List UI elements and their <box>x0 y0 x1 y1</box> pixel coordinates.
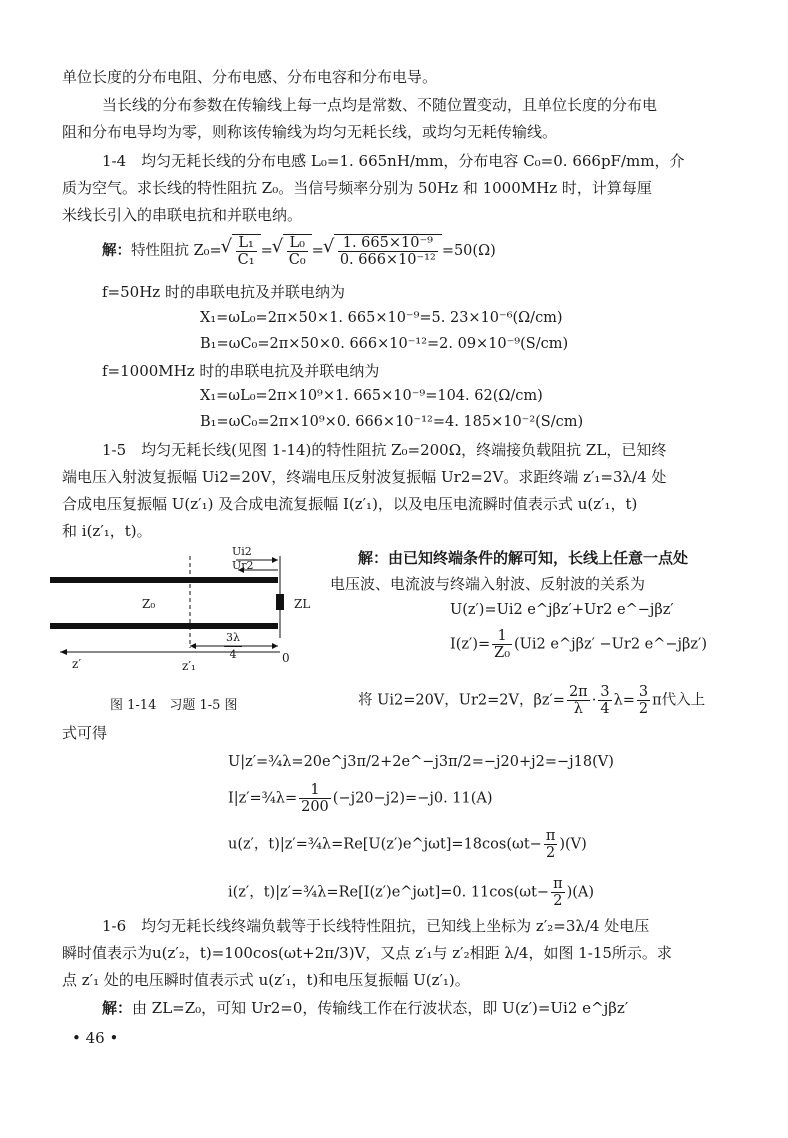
frac-num: √ 1. 665×10⁻⁹ <box>338 235 438 252</box>
label-z1: z′₁ <box>182 659 196 673</box>
label-reflected: Ur2 <box>232 559 254 572</box>
text-line: 点 z′₁ 处的电压瞬时值表示式 u(z′₁，t)和电压复振幅 U(z′₁)。 <box>62 971 470 989</box>
frac-den: C₁ <box>237 252 255 268</box>
dimension-arrow-right <box>272 643 278 649</box>
dimension-arrow-left <box>190 643 196 649</box>
impedance-equation: 解：特性阻抗 Z₀= √ $\frac{\text{L₁}}{\text{C₁}}$ = √ $\frac{\text{L₀}}{\text{C₀}}$ = √ $\frac{\text{1. 665×10⁻⁹}}{\text{0. 666×10⁻¹²}}$ =50(Ω) <box>102 234 496 268</box>
solution-label: 解： <box>102 999 133 1017</box>
problem-1-4: 1-4 均匀无耗长线的分布电感 L₀=1. 665nH/mm，分布电容 C₀=0. 666pF/mm，介 <box>102 152 685 170</box>
equation-result: =50(Ω) <box>441 243 496 259</box>
label-z: z′ <box>72 657 82 671</box>
equation-U: U(z′)=Ui2 e^jβz′+Ur2 e^−jβz′ <box>450 602 674 618</box>
text-line: 合成电压复振幅 U(z′₁) 及合成电流复振幅 I(z′₁)，以及电压电流瞬时值表示式 u(z′₁，t) <box>62 495 638 513</box>
equation: B₁=ωC₀=2π×10⁹×0. 666×10⁻¹²=4. 185×10⁻²(S/cm) <box>200 414 584 430</box>
text-line: 单位长度的分布电阻、分布电感、分布电容和分布电导。 <box>62 68 438 86</box>
sqrt <box>334 234 442 268</box>
equation: X₁=ωL₀=2π×10⁹×1. 665×10⁻⁹=104. 62(Ω/cm) <box>200 388 543 404</box>
frac-num: √ L₁ <box>236 235 257 252</box>
sqrt <box>232 234 261 268</box>
equation-u-instant: u(z′，t)|z′=¾λ=Re[U(z′)e^jωt]=18cos(ωt− $\frac{\pi}{2}$ )(V) <box>228 828 587 861</box>
text-line: 端电压入射波复振幅 Ui2=20V，终端电压反射波复振幅 Ur2=2V。求距终端 z′₁=3λ/4 处 <box>62 468 667 486</box>
incident-arrowhead <box>272 557 278 563</box>
text-line: 米线长引入的串联电抗和并联电纳。 <box>62 206 303 224</box>
problem-1-6: 1-6 均匀无耗长线终端负载等于长线特性阻抗，已知线上坐标为 z′₂=3λ/4 处电压 <box>102 917 650 935</box>
frac-num: √ L₀ <box>287 235 308 252</box>
solution-text: 解：由已知终端条件的解可知，长线上任意一点处 <box>358 549 689 567</box>
equation: B₁=ωC₀=2π×50×0. 666×10⁻¹²=2. 09×10⁻⁹(S/cm) <box>200 336 569 352</box>
text-line: 质为空气。求长线的特性阻抗 Z₀。当信号频率分别为 50Hz 和 1000MHz 时，计算每厘 <box>62 179 652 197</box>
equation-text: 特性阻抗 Z₀= <box>131 243 222 259</box>
text-line: 瞬时值表示为u(z′₂，t)=100cos(ωt+2π/3)V，又点 z′₁与 z′₂相距 λ/4，如图 1-15所示。求 <box>62 944 672 962</box>
text-line: 和 i(z′₁，t)。 <box>62 522 152 540</box>
label-zl: ZL <box>294 597 311 611</box>
frac-den: C₀ <box>288 252 306 268</box>
text-line: 式可得 <box>62 724 108 742</box>
substitution-line: 将 Ui2=20V，Ur2=2V，βz′= $\frac{2\pi}{\lambda}$ · $\frac{3}{4}$ λ= $\frac{3}{2}$ π代入上 <box>358 684 706 717</box>
equation-I: I(z′)= $\frac{1}{\text{Z₀}}$ (Ui2 e^jβz′ −Ur2 e^−jβz′) <box>450 628 707 661</box>
solution-label: 解： <box>102 242 131 259</box>
text-line: 解：由 ZL=Z₀，可知 Ur2=0，传输线工作在行波状态，即 U(z′)=Ui2 e^jβz′ <box>102 999 629 1017</box>
page-number: • 46 • <box>72 1029 119 1047</box>
frac-den: 0. 666×10⁻¹² <box>339 252 436 268</box>
equation-U-result: U|z′=¾λ=20e^j3π/2+2e^−j3π/2=−j20+j2=−j18(V) <box>228 754 614 770</box>
text-line: 电压波、电流波与终端入射波、反射波的关系为 <box>330 575 646 593</box>
equation: X₁=ωL₀=2π×50×1. 665×10⁻⁹=5. 23×10⁻⁶(Ω/cm) <box>200 310 563 326</box>
text-line: f=50Hz 时的串联电抗及并联电纳为 <box>102 283 345 301</box>
equation-I-result: I|z′=¾λ= $\frac{1}{200}$ (−j20−j2)=−j0. 11(A) <box>228 782 493 815</box>
text-line: f=1000MHz 时的串联电抗及并联电纳为 <box>102 362 380 380</box>
figure-1-14 <box>50 545 350 728</box>
figure-caption: 图 1-14 习题 1-5 图 <box>110 698 238 713</box>
label-incident: Ui2 <box>232 545 252 558</box>
label-distance: $\frac{3\lambda}{4}$ <box>226 631 240 661</box>
text-line: 阻和分布电导均为零，则称该传输线为均匀无耗长线，或均匀无耗传输线。 <box>62 123 558 141</box>
label-z0: Z₀ <box>142 597 156 611</box>
equation-i-instant: i(z′，t)|z′=¾λ=Re[I(z′)e^jωt]=0. 11cos(ωt− $\frac{\pi}{2}$ )(A) <box>228 876 595 909</box>
problem-1-5: 1-5 均匀无耗长线(见图 1-14)的特性阻抗 Z₀=200Ω，终端接负载阻抗 ZL，已知终 <box>102 441 667 459</box>
label-origin: 0 <box>282 651 290 665</box>
text-line <box>358 548 688 568</box>
sqrt <box>283 234 312 268</box>
z-axis-arrowhead <box>60 649 67 655</box>
text-line: 当长线的分布参数在传输线上每一点均是常数、不随位置变动，且单位长度的分布电 <box>102 96 658 114</box>
